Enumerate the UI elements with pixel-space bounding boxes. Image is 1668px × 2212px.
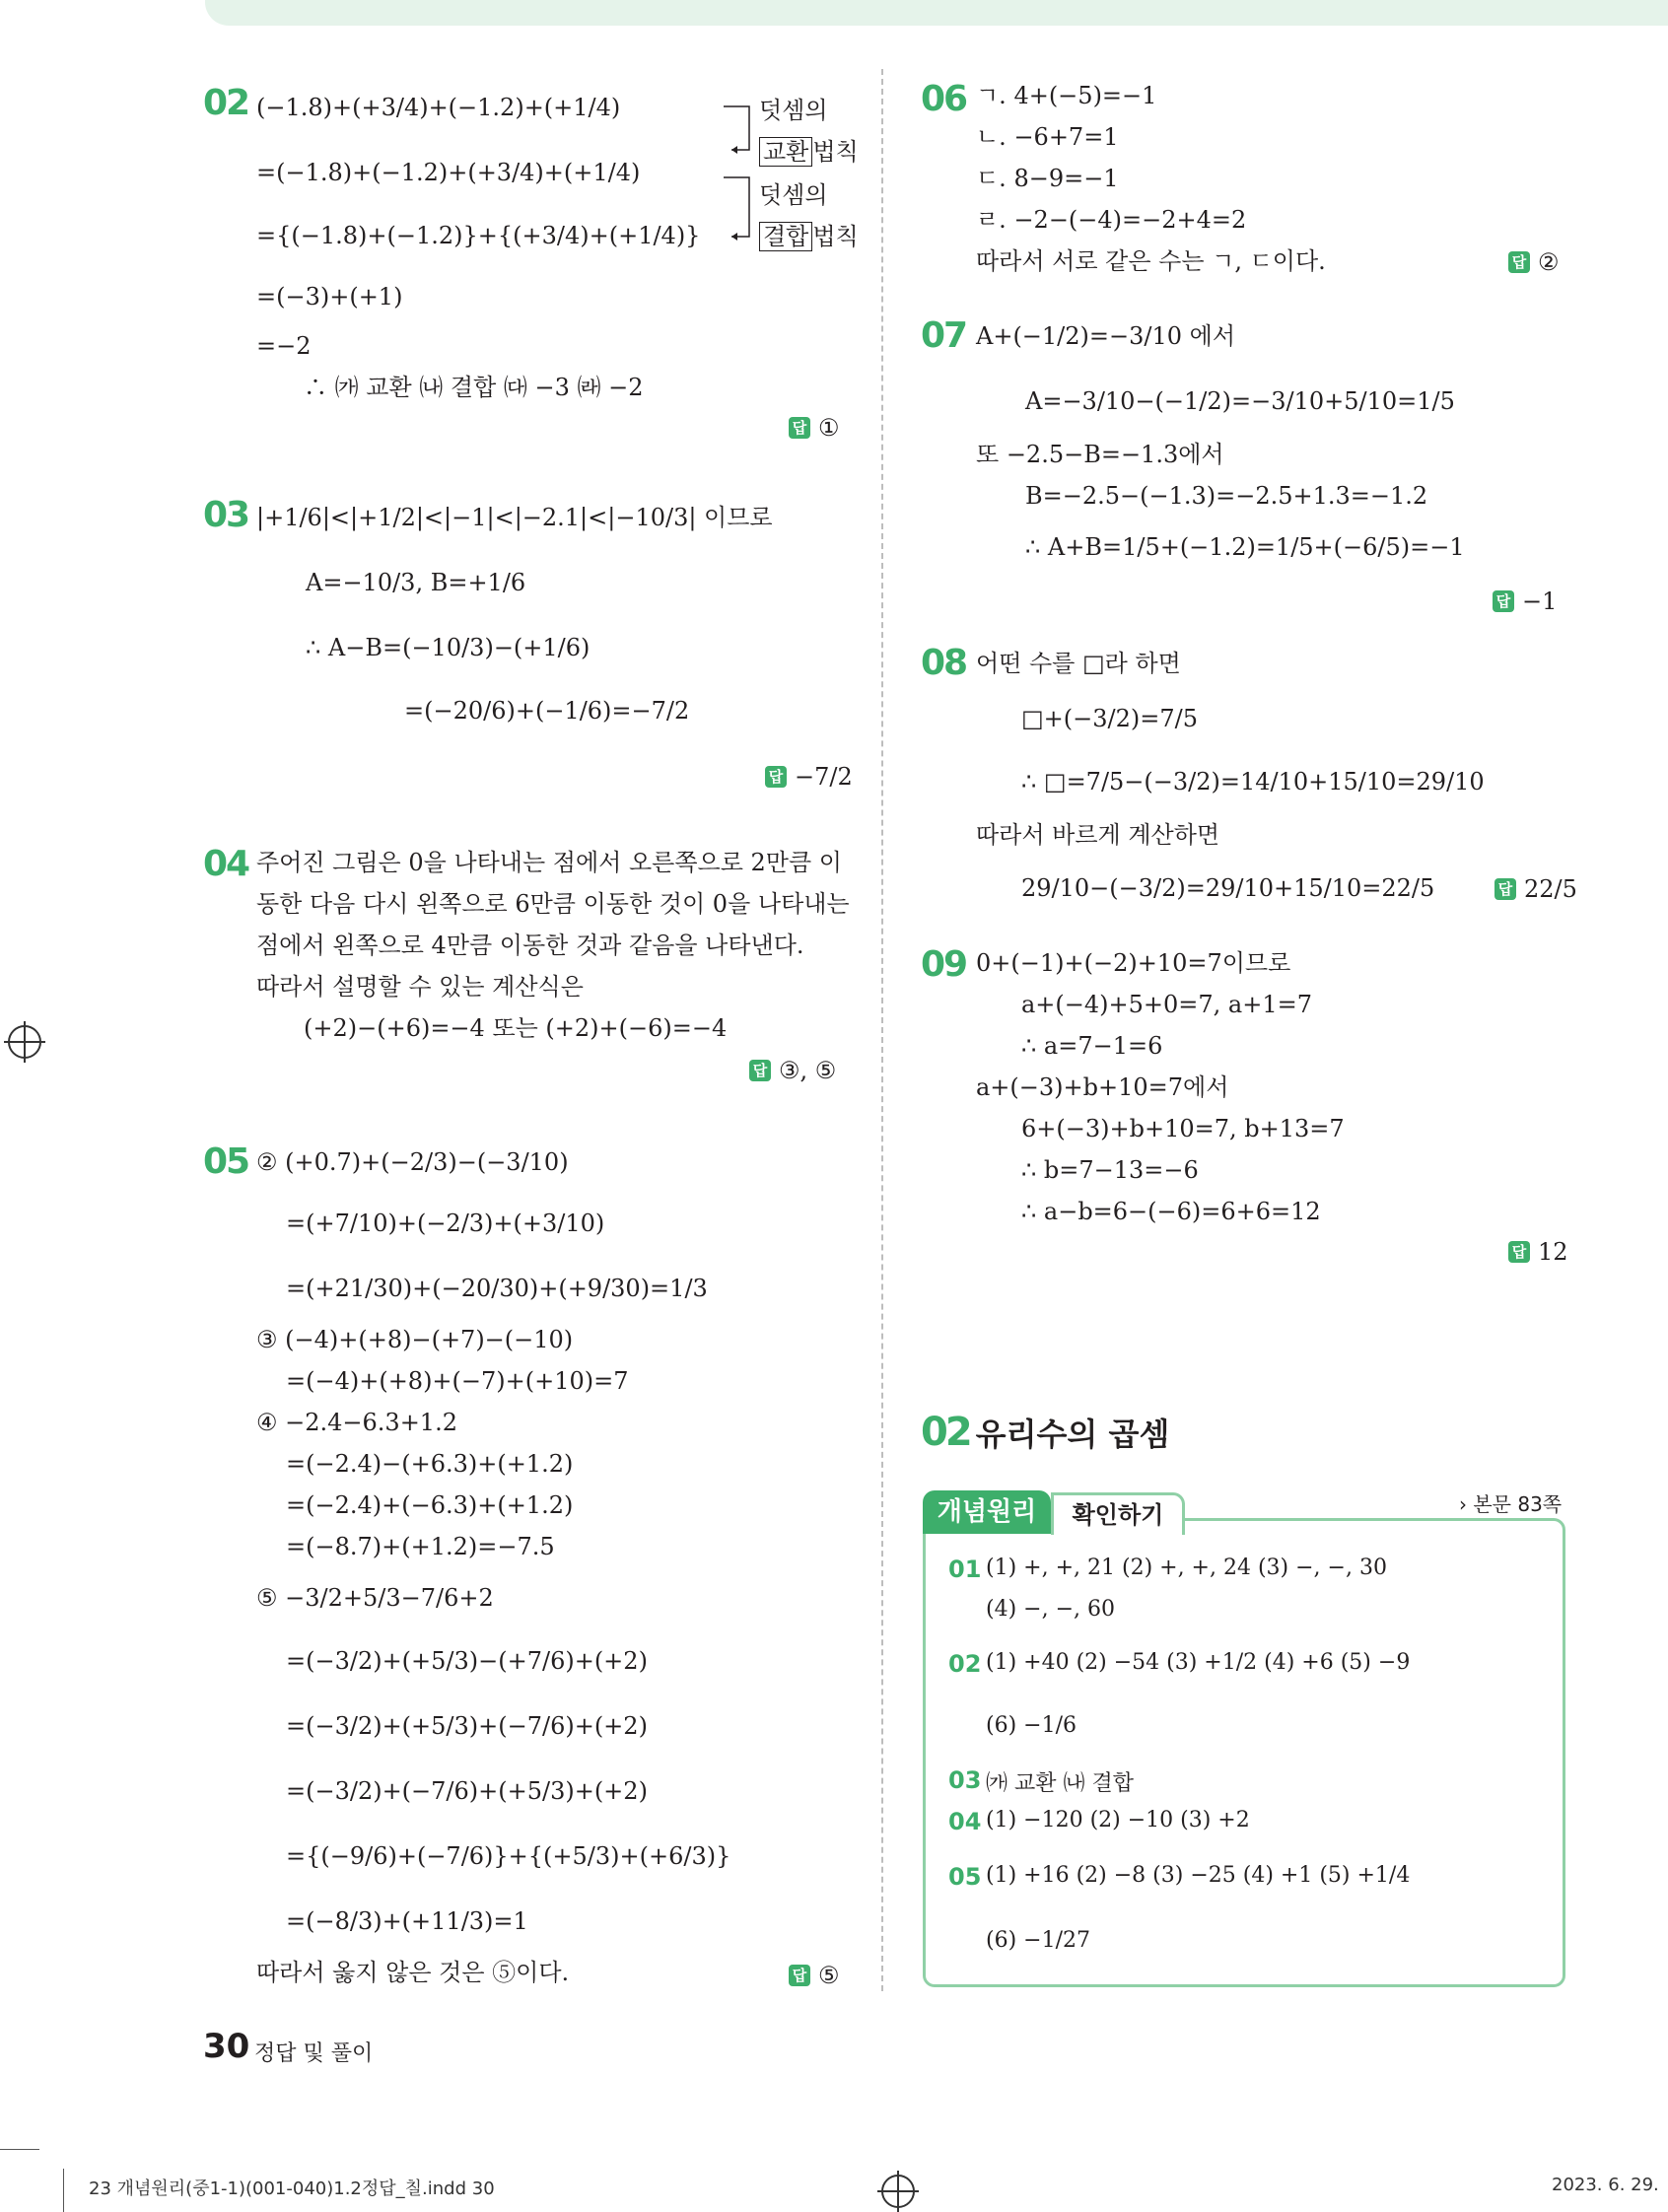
item-line: (1) −120 (2) −10 (3) +2 — [986, 1808, 1250, 1832]
solution-line: 또 −2.5−B=−1.3에서 — [976, 441, 1224, 468]
problem-number: 07 — [921, 315, 967, 356]
answer-badge: 답 — [1493, 590, 1514, 612]
problem-number: 03 — [203, 495, 249, 535]
solution-line: A+(−1/2)=−3/10 에서 — [976, 322, 1236, 350]
item-line: (1) +16 (2) −8 (3) −25 (4) +1 (5) +1/4 — [986, 1863, 1411, 1888]
answer — [1494, 875, 1577, 903]
answer — [789, 414, 840, 442]
solution-line: =(−3)+(+1) — [256, 283, 403, 311]
registration-mark-icon — [8, 1025, 41, 1059]
crop-mark — [63, 2169, 64, 2212]
answer — [1493, 588, 1557, 615]
header-band — [205, 0, 1668, 26]
solution-line: 따라서 바르게 계산하면 — [976, 821, 1220, 849]
solution-line: □+(−3/2)=7/5 — [1021, 705, 1198, 732]
answer-value: ③, ⑤ — [779, 1057, 837, 1084]
answer-value: 12 — [1538, 1238, 1568, 1266]
problem-number: 04 — [203, 844, 249, 884]
answer-badge: 답 — [1508, 251, 1530, 273]
solution-line: =(−3/2)+(−7/6)+(+5/3)+(+2) — [286, 1777, 648, 1805]
solution-line: =(−20/6)+(−1/6)=−7/2 — [404, 697, 690, 725]
item-line: ㈎ 교환 ㈏ 결합 — [986, 1771, 1134, 1796]
solution-line: 6+(−3)+b+10=7, b+13=7 — [1021, 1115, 1345, 1142]
answer-value: ⑤ — [818, 1962, 840, 1989]
solution-line: ∴ □=7/5−(−3/2)=14/10+15/10=29/10 — [1021, 768, 1485, 795]
solution-line: ④ −2.4−6.3+1.2 — [256, 1409, 457, 1436]
answer-value: −7/2 — [795, 763, 853, 791]
solution-line: ㄷ. 8−9=−1 — [976, 165, 1119, 192]
solution-line: =−2 — [256, 332, 312, 360]
answer-value: ① — [818, 414, 840, 442]
solution-line: B=−2.5−(−1.3)=−2.5+1.3=−1.2 — [1025, 482, 1428, 510]
solution-line: 따라서 서로 같은 수는 ㄱ, ㄷ이다. — [976, 247, 1326, 275]
item-number: 04 — [948, 1808, 982, 1835]
item-number: 03 — [948, 1766, 982, 1794]
chevron-right-icon: › — [1459, 1492, 1467, 1516]
concept-tab: 개념원리 — [923, 1490, 1051, 1534]
answer-value: 22/5 — [1524, 875, 1577, 903]
solution-line: 점에서 왼쪽으로 4만큼 이동한 것과 같음을 나타낸다. — [256, 932, 804, 959]
solution-line: ∴ A+B=1/5+(−1.2)=1/5+(−6/5)=−1 — [1025, 533, 1465, 561]
problem-number: 02 — [203, 83, 249, 123]
footer-date: 2023. 6. 29. — [1552, 2175, 1659, 2195]
crop-mark — [0, 2149, 39, 2150]
concept-check-box — [923, 1518, 1565, 1987]
solution-line: (−1.8)+(+3/4)+(−1.2)+(+1/4) — [256, 94, 621, 121]
section-title — [921, 1410, 1169, 1455]
solution-line: ㄱ. 4+(−5)=−1 — [976, 82, 1157, 109]
answer — [1508, 248, 1560, 276]
item-number: 05 — [948, 1863, 982, 1891]
registration-mark-icon — [881, 2175, 915, 2208]
problem-number: 08 — [921, 643, 967, 683]
solution-line: 어떤 수를 □라 하면 — [976, 650, 1181, 677]
answer — [765, 763, 853, 791]
item-number: 01 — [948, 1555, 982, 1583]
solution-line: ∴ a−b=6−(−6)=6+6=12 — [1021, 1198, 1321, 1225]
answer-value: −1 — [1522, 588, 1558, 615]
solution-line: A=−3/10−(−1/2)=−3/10+5/10=1/5 — [1025, 387, 1455, 415]
section-title-text: 유리수의 곱셈 — [975, 1416, 1170, 1453]
solution-line: ={(−1.8)+(−1.2)}+{(+3/4)+(+1/4)} — [256, 222, 701, 249]
solution-line: =(−8.7)+(+1.2)=−7.5 — [286, 1533, 555, 1560]
answer — [1508, 1238, 1568, 1266]
problem-number: 05 — [203, 1141, 249, 1182]
item-line: (6) −1/6 — [986, 1713, 1077, 1738]
bracket-arrows — [720, 91, 759, 268]
solution-line: ② (+0.7)+(−2/3)−(−3/10) — [256, 1148, 569, 1176]
solution-line: 0+(−1)+(−2)+10=7이므로 — [976, 949, 1291, 977]
solution-line: ㄴ. −6+7=1 — [976, 123, 1119, 151]
solution-line: ⑤ −3/2+5/3−7/6+2 — [256, 1584, 494, 1612]
answer-badge: 답 — [1508, 1241, 1530, 1263]
solution-line: ∴ ㈎ 교환 ㈏ 결합 ㈐ −3 ㈑ −2 — [304, 374, 644, 401]
footer-file: 23 개념원리(중1-1)(001-040)1.2정답_칠.indd 30 — [89, 2178, 495, 2199]
solution-line: ∴ A−B=(−10/3)−(+1/6) — [306, 634, 591, 661]
item-line: (1) +40 (2) −54 (3) +1/2 (4) +6 (5) −9 — [986, 1650, 1411, 1675]
item-line: (1) +, +, 21 (2) +, +, 24 (3) −, −, 30 — [986, 1555, 1387, 1580]
note-text: 덧셈의 — [759, 97, 828, 124]
answer-badge: 답 — [765, 766, 787, 788]
answer-badge: 답 — [789, 1965, 810, 1986]
note-box: 결합 — [759, 222, 812, 251]
answer-badge: 답 — [1494, 878, 1516, 900]
note-box: 교환 — [759, 137, 812, 167]
column-divider — [881, 69, 883, 1991]
solution-line: 29/10−(−3/2)=29/10+15/10=22/5 — [1021, 874, 1435, 902]
solution-line: =(−3/2)+(+5/3)+(−7/6)+(+2) — [286, 1712, 648, 1740]
note-text: 결합 법칙 — [759, 217, 859, 251]
problem-number: 09 — [921, 944, 967, 985]
page-reference: › 본문 83쪽 — [1459, 1492, 1563, 1516]
solution-line: 주어진 그림은 0을 나타내는 점에서 오른쪽으로 2만큼 이 — [256, 849, 842, 876]
answer — [749, 1057, 836, 1084]
answer-badge: 답 — [789, 417, 810, 439]
answer — [789, 1962, 840, 1989]
solution-line: A=−10/3, B=+1/6 — [306, 569, 526, 596]
solution-line: 따라서 옳지 않은 것은 ⑤이다. — [256, 1959, 570, 1986]
solution-line: 따라서 설명할 수 있는 계산식은 — [256, 973, 584, 1001]
solution-line: ∴ b=7−13=−6 — [1021, 1156, 1199, 1184]
item-line: (4) −, −, 60 — [986, 1597, 1115, 1622]
solution-line: 동한 다음 다시 왼쪽으로 6만큼 이동한 것이 0을 나타내는 — [256, 890, 850, 918]
solution-line: ㄹ. −2−(−4)=−2+4=2 — [976, 206, 1247, 234]
answer-badge: 답 — [749, 1060, 771, 1081]
section-number: 02 — [921, 1410, 970, 1455]
solution-line: ={(−9/6)+(−7/6)}+{(+5/3)+(+6/3)} — [286, 1842, 731, 1870]
page-label: 정답 및 풀이 — [254, 2041, 374, 2066]
solution-line: =(−4)+(+8)+(−7)+(+10)=7 — [286, 1367, 629, 1395]
page-number: 30 — [203, 2027, 250, 2066]
solution-line: =(−8/3)+(+11/3)=1 — [286, 1907, 528, 1935]
check-tab: 확인하기 — [1051, 1492, 1185, 1535]
solution-line: a+(−3)+b+10=7에서 — [976, 1073, 1229, 1101]
item-line: (6) −1/27 — [986, 1928, 1090, 1953]
solution-line: =(+21/30)+(−20/30)+(+9/30)=1/3 — [286, 1275, 708, 1302]
solution-line: ③ (−4)+(+8)−(+7)−(−10) — [256, 1326, 574, 1353]
solution-line: =(−1.8)+(−1.2)+(+3/4)+(+1/4) — [256, 159, 641, 186]
solution-line: (+2)−(+6)=−4 또는 (+2)+(−6)=−4 — [304, 1014, 728, 1042]
answer-value: ② — [1538, 248, 1560, 276]
item-number: 02 — [948, 1650, 982, 1678]
solution-line: |+1/6|<|+1/2|<|−1|<|−2.1|<|−10/3| 이므로 — [256, 504, 773, 531]
solution-line: a+(−4)+5+0=7, a+1=7 — [1021, 991, 1312, 1018]
solution-line: =(+7/10)+(−2/3)+(+3/10) — [286, 1210, 605, 1237]
problem-number: 06 — [921, 79, 967, 119]
solution-line: =(−3/2)+(+5/3)−(+7/6)+(+2) — [286, 1647, 648, 1675]
note-text: 덧셈의 — [759, 181, 828, 209]
solution-line: =(−2.4)−(+6.3)+(+1.2) — [286, 1450, 574, 1478]
solution-line: ∴ a=7−1=6 — [1021, 1032, 1163, 1060]
solution-line: =(−2.4)+(−6.3)+(+1.2) — [286, 1491, 574, 1519]
note-text: 교환 법칙 — [759, 132, 859, 167]
